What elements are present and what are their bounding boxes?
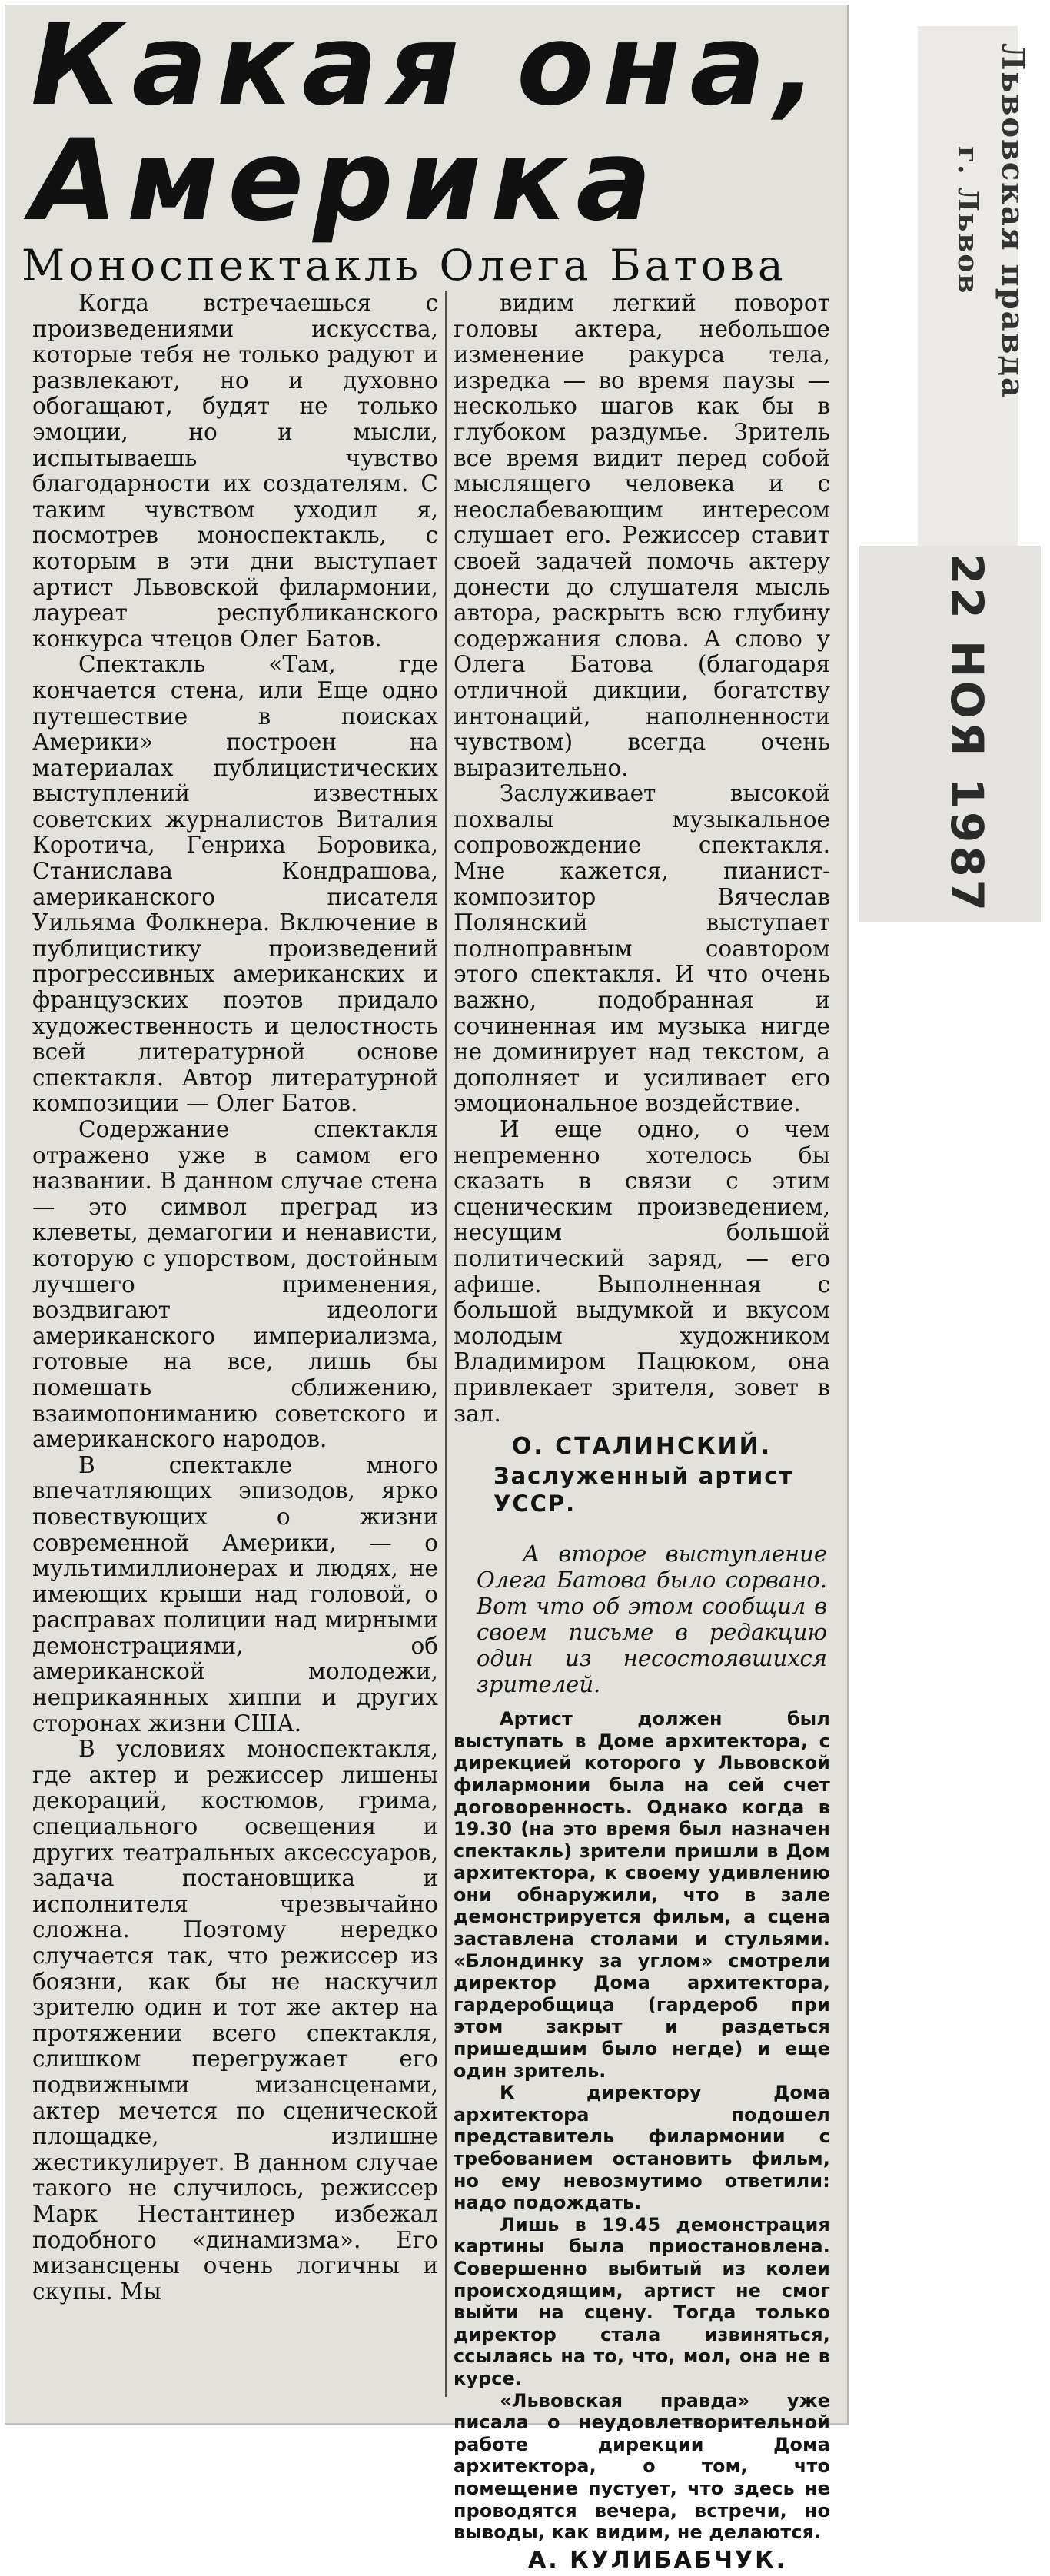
archive-stamp	[852, 15, 1050, 926]
paragraph: Заслуживает высокой похвалы музыкальное сопровождение спектакля. Мне кажется, пианист-композитор Вячеслав Полянский выступает полноправным соавтором этого спектакля. И что очень важно, подобранная и сочиненная им музыка нигде не доминирует над текстом, а дополняет и усиливает его эмоциональное воздействие.	[454, 780, 830, 1117]
newspaper-clipping	[5, 0, 849, 2574]
column-divider	[445, 291, 447, 2397]
paragraph: Спектакль «Там, где кончается стена, или Еще одно путешествие в поисках Америки» построен на материалах публицистических выступлений известных советских журналистов Виталия Коротича, Генриха Боровика, Станислава Кондрашова, американского писателя Уильяма Фолкнера. Включение в публицистику произведений прогрессивных американских и французских поэтов придало художественность и целостность всей литературной основе спектакля. Автор литературной композиции — Олег Батов.	[32, 651, 438, 1117]
letter-paragraph: «Львовская правда» уже писала о неудовлетворительной работе дирекции Дома архитектора, о том, что помещение пустует, что здесь не проводятся вечера, встречи, но выводы, как видим, не делаются.	[454, 2389, 830, 2544]
publication-city: г. Львов	[952, 146, 984, 295]
paragraph: Содержание спектакля отражено уже в самом его названии. В данном случае стена — это символ преград из клеветы, демагогии и ненависти, которую с упорством, достойным лучшего применения, воздвигают идеологи американского империализма, готовые на все, лишь бы помешать сближению, взаимопониманию советского и американского народов.	[32, 1116, 438, 1453]
letter-paragraph: Лишь в 19.45 демонстрация картины была приостановлена. Совершенно выбитый из колеи происходящим, артист не смог выйти на сцену. Тогда только директор стала извиняться, ссылаясь на то, что, мол, она не в курсе.	[454, 2213, 830, 2389]
publication-name: Львовская правда	[995, 43, 1031, 399]
title-line-2: Америка	[31, 115, 661, 246]
article-column-2	[454, 291, 830, 2576]
article-title	[31, 0, 827, 246]
editorial-note: А второе выступление Олега Батова было сорвано. Вот что об этом сообщил в своем письме в редакцию один из несостоявшихся зрителей.	[477, 1541, 827, 1698]
reader-letter	[454, 1708, 830, 2544]
article-subtitle: Моноспектакль Олега Батова	[22, 241, 787, 290]
article-column-1	[32, 291, 438, 2305]
letter-paragraph: К директору Дома архитектора подошел представитель филармонии с требованием остановить фильм, но ему невозмутимо ответили: надо подождать.	[454, 2082, 830, 2214]
paragraph: Когда встречаешься с произведениями искусства, которые тебя не только радуют и развлекают, но и духовно обогащают, будят не только эмоции, но и мысли, испытываешь чувство благодарности их создателям. С таким чувством уходил я, посмотрев моноспектакль, с которым в эти дни выступает артист Львовской филармонии, лауреат республиканского конкурса чтецов Олег Батов.	[32, 290, 438, 652]
paragraph: В условиях моноспектакля, где актер и режиссер лишены декораций, костюмов, грима, специального освещения и других театральных аксессуаров, задача постановщика и исполнителя чрезвычайно сложна. Поэтому нередко случается так, что режиссер из боязни, как бы не наскучил зрителю один и тот же актер на протяжении всего спектакля, слишком перегружает его подвижными мизансценами, актер мечется по сценической площадке, излишне жестикулирует. В данном случае такого не случилось, режиссер Марк Нестантинер избежал подобного «динамизма». Его мизансцены очень логичны и скупы. Мы	[32, 1736, 438, 2305]
publication-date: 22 НОЯ 1987	[941, 553, 993, 915]
title-line-1: Какая она,	[31, 0, 827, 131]
author-title-line-1: Заслуженный артист	[493, 1463, 794, 1490]
letter-paragraph: Артист должен был выступать в Доме архитектора, с дирекцией которого у Львовской филармонии была на сей счет договоренность. Однако когда в 19.30 (на это время был назначен спектакль) зрители пришли в Дом архитектора, к своему удивлению они обнаружили, что в зале демонстрируется фильм, а сцена заставлена столами и стульями. «Блондинку за углом» смотрели директор Дома архитектора, гардеробщица (гардероб при этом закрыт и раздеться пришедшим было негде) и еще один зритель.	[454, 1708, 830, 2082]
letter-author-signature: А. КУЛИБАБЧУК.	[528, 2546, 787, 2574]
author-signature: О. СТАЛИНСКИЙ.	[511, 1433, 773, 1461]
paragraph: И еще одно, о чем непременно хотелось бы сказать в связи с этим сценическим произведением, несущим большой политический заряд, — его афише. Выполненная с большой выдумкой и вкусом молодым художником Владимиром Пацюком, она привлекает зрителя, зовет в зал.	[454, 1116, 830, 1427]
paragraph: видим легкий поворот головы актера, небольшое изменение ракурса тела, изредка — во время паузы — несколько шагов как бы в глубоком раздумье. Зритель все время видит перед собой мыслящего человека и с неослабевающим интересом слушает его. Режиссер ставит своей задачей помочь актеру донести до слушателя мысль автора, раскрыть всю глубину содержания слова. А слово у Олега Батова (благодаря отличной дикции, богатству интонаций, наполненности чувством) всегда очень выразительно.	[454, 290, 830, 781]
author-title-line-2: УССР.	[493, 1491, 577, 1517]
paragraph: В спектакле много впечатляющих эпизодов, ярко повествующих о жизни современной Америки, — о мультимиллионерах и людях, не имеющих крыши над головой, о расправах полиции над мирными демонстрациями, об американской молодежи, неприкаянных хиппи и других сторонах жизни США.	[32, 1451, 438, 1737]
